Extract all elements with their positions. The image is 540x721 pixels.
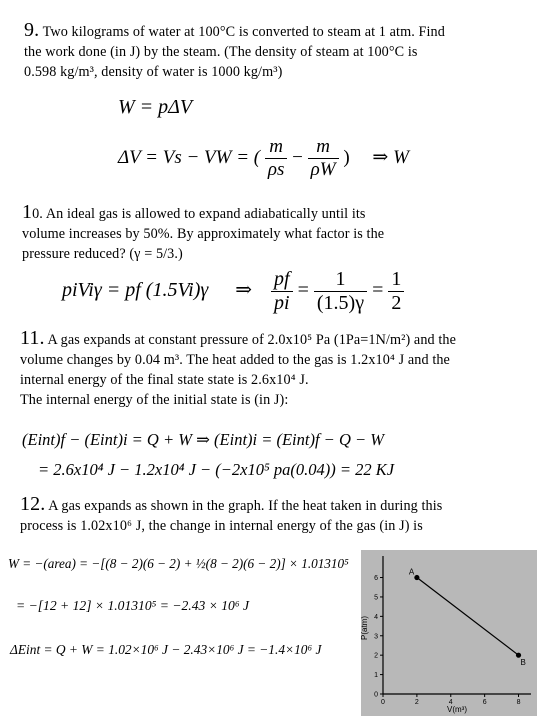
- problem-9-eq-2-close: ): [343, 146, 350, 168]
- problem-10-frac-2-num: 1: [314, 268, 367, 292]
- problem-10-equals-1: =: [297, 279, 309, 302]
- problem-12-line-1: A gas expands as shown in the graph. If the heat taken in during this: [48, 498, 443, 514]
- y-axis-label: P(atm): [360, 616, 369, 640]
- problem-9-eq-2-left: ΔV = Vs − VW = (: [118, 146, 261, 168]
- problem-12-eq-1: W = −(area) = −[(8 − 2)(6 − 2) + ½(8 − 2)(6 − 2)] × 1.01310⁵: [8, 556, 349, 571]
- problem-10-line-1: 0. An ideal gas is allowed to expand adiabatically until its: [32, 206, 366, 222]
- y-tick-label: 2: [374, 652, 378, 660]
- problem-11-text: [20, 328, 535, 410]
- point-a-marker: [414, 575, 419, 580]
- problem-10-frac-3-num: 1: [388, 268, 404, 292]
- problem-11-number: 11.: [20, 327, 45, 349]
- x-tick-label: 0: [381, 699, 385, 706]
- problem-10-eq-left: piViγ = pf (1.5Vi)γ: [62, 279, 209, 302]
- problem-9-eq-2-frac-1-num: m: [265, 136, 288, 159]
- problem-10-frac-3-den: 2: [391, 292, 402, 314]
- y-tick-label: 4: [374, 613, 378, 621]
- problem-9-eq-2-frac-2-den: ρW: [310, 159, 336, 180]
- problem-12-number: 12.: [20, 493, 46, 515]
- problem-9-line-1: Two kilograms of water at 100°C is converted to steam at 1 atm. Find: [42, 24, 445, 40]
- x-tick-label: 8: [516, 699, 521, 706]
- problem-11-line-1: A gas expands at constant pressure of 2.0x10⁵ Pa (1Pa=1N/m²) and the: [47, 332, 456, 348]
- point-b-label: B: [520, 658, 526, 668]
- problem-9-eq-2-frac-1-den: ρs: [267, 159, 285, 180]
- problem-10-line-3: pressure reduced? (γ = 5/3.): [22, 246, 183, 262]
- problem-10-text: [22, 202, 522, 264]
- problem-10-frac-1-num: pf: [271, 268, 293, 292]
- pv-graph-svg: [361, 550, 537, 716]
- y-tick-label: 3: [374, 633, 378, 641]
- problem-10-number: 1: [22, 201, 33, 223]
- problem-10-line-2: volume increases by 50%. By approximately what factor is the: [22, 226, 385, 242]
- problem-10-frac-1-den: pi: [274, 292, 290, 314]
- y-ticks: [374, 575, 383, 698]
- problem-10-eq: [62, 268, 404, 315]
- pv-graph: [361, 550, 537, 716]
- problem-9-eq-2-minus: −: [292, 146, 303, 168]
- problem-9-line-2: the work done (in J) by the steam. (The density of steam at 100°C is: [24, 44, 418, 60]
- problem-11-line-3: internal energy of the final state state is 2.6x10⁴ J.: [20, 372, 309, 388]
- problem-10-eq-arrow: ⇒: [235, 279, 253, 302]
- y-tick-label: 5: [374, 594, 378, 602]
- problem-12-eq-2: = −[12 + 12] × 1.01310⁵ = −2.43 × 10⁶ J: [16, 598, 250, 613]
- problem-9-eq-2-arrow: ⇒ W: [372, 146, 409, 168]
- problem-10-frac-2-den: (1.5)γ: [316, 292, 365, 314]
- problem-9-eq-1: W = pΔV: [118, 96, 193, 118]
- x-tick-label: 2: [414, 699, 419, 706]
- process-line: [417, 578, 519, 656]
- problem-9-eq-2-frac-2-num: m: [308, 136, 339, 159]
- problem-9-eq-2: [118, 136, 409, 181]
- problem-12-eq-3: ΔEint = Q + W = 1.02×10⁶ J − 2.43×10⁶ J = −1.4×10⁶ J: [10, 642, 322, 657]
- y-tick-label: 6: [374, 575, 378, 583]
- problem-10-equals-2: =: [372, 279, 384, 302]
- x-tick-label: 4: [448, 699, 453, 706]
- problem-9-number: 9.: [24, 19, 40, 41]
- problem-9-text: [24, 20, 524, 82]
- point-a-label: A: [408, 567, 415, 577]
- y-tick-label: 1: [374, 672, 378, 680]
- problem-11-line-4: The internal energy of the initial state is (in J):: [20, 392, 289, 408]
- problem-11-eq-1: (Eint)f − (Eint)i = Q + W ⇒ (Eint)i = (Eint)f − Q − W: [22, 430, 384, 449]
- problem-12-line-2: process is 1.02x10⁶ J, the change in internal energy of the gas (in J) is: [20, 518, 423, 534]
- problem-12-text: [20, 494, 535, 536]
- x-axis-label: V(m³): [447, 705, 467, 714]
- problem-11-line-2: volume changes by 0.04 m³. The heat added to the gas is 1.2x10⁴ J and the: [20, 352, 450, 368]
- point-b-marker: [516, 653, 521, 658]
- problem-9-line-3: 0.598 kg/m³, density of water is 1000 kg/m³): [24, 64, 283, 80]
- x-tick-label: 6: [482, 699, 487, 706]
- y-tick-label: 0: [374, 691, 378, 699]
- problem-11-eq-2: = 2.6x10⁴ J − 1.2x10⁴ J − (−2x10⁵ pa(0.04)) = 22 KJ: [38, 460, 395, 479]
